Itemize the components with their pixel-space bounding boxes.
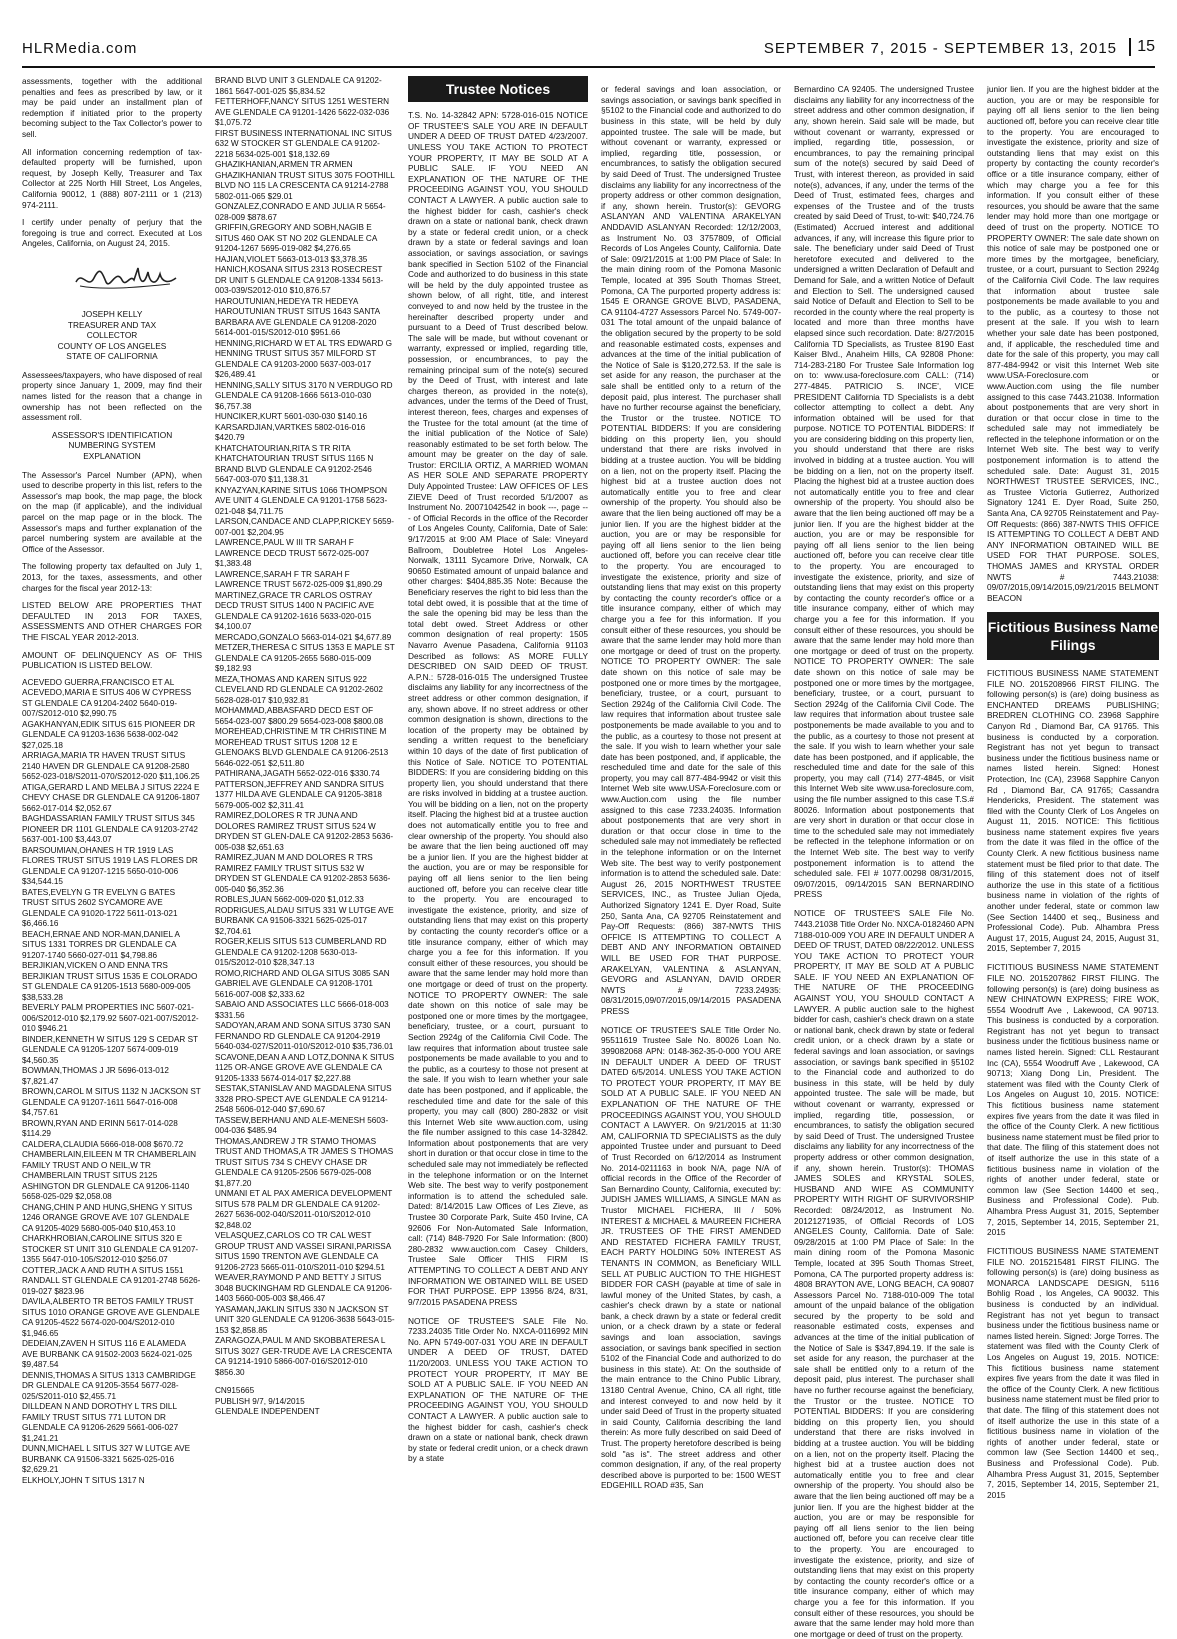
trustee-notice: T.S. No. 14-32842 APN: 5728-016-015 NOTICE OF TRUSTEE'S SALE YOU ARE IN DEFAULT UNDER A DEED OF TRUST DATED 4/23/2007. UNLESS YOU TAKE ACTION TO PROTECT YOUR PROPERTY, IT MAY BE SOLD AT A PUBLIC SALE. IF YOU NEED AN EXPLANATION OF THE NATURE OF THE PROCEEDING AGAINST YOU, YOU SHOULD CONTACT A LAWYER. A public auction sale to the highest bidder for cash, cashier's check drawn on a state or national bank, check drawn by a state or federal credit union, or a check drawn by a state or federal savings and loan association, or savings association, or savings bank specified in Section 5102 of the Financial Code and authorized to do business in this state will be held by the duly appointed trustee as shown below, of all right, title, and interest conveyed to and now held by the trustee in the hereinafter described property under and pursuant to a Deed of Trust described below. The sale will be made, but without covenant or warranty, expressed or implied, regarding title, possession, or encumbrances, to pay the remaining principal sum of the note(s) secured by the Deed of Trust, with interest and late charges thereon, as provided in the note(s), advances, under the terms of the Deed of Trust, interest thereon, fees, charges and expenses of the Trustee for the total amount (at the time of the initial publication of the Notice of Sale) reasonably estimated to be set forth below. The amount may be greater on the day of sale. Trustor: ERCILIA ORTIZ, A MARRIED WOMAN AS HER SOLE AND SEPARATE PROPERTY Duly Appointed Trustee: LAW OFFICES OF LES ZIEVE Deed of Trust recorded 5/1/2007 as Instrument No. 20071042542 in book ---, page --- of Official Records in the office of the Recorder of Los Angeles County, California, Date of Sale: 9/17/2015 at 9:00 AM Place of Sale: Vineyard Ballroom, Doubletree Hotel Los Angeles-Norwalk, 13111 Sycamore Drive, Norwalk, CA 90650 Estimated amount of unpaid balance and other charges: $404,885.35 Note: Because the Beneficiary reserves the right to bid less than the total debt owed, it is possible that at the time of the sale the opening bid may be less than the total debt owed. Street Address or other common designation of real property: 1505 Navarro Avenue Pasadena, California 91103 Described as follows: AS MORE FULLY DESCRIBED ON SAID DEED OF TRUST. A.P.N.: 5728-016-015 The undersigned Trustee disclaims any liability for any incorrectness of the street address or other common designation, if any, shown above. If no street address or other common designation is shown, directions to the location of the property may be obtained by sending a written request to the beneficiary within 10 days of the date of first publication of this Notice of Sale. NOTICE TO POTENTIAL BIDDERS: If you are considering bidding on this property lien, you should understand that there are risks involved in bidding at a trustee auction. You will be bidding on a lien, not on the property itself. Placing the highest bid at a trustee auction does not automatically entitle you to free and clear ownership of the property. You should also be aware that the lien being auctioned off may be a junior lien. If you are the highest bidder at the auction, you are or may be responsible for paying off all liens senior to the lien being auctioned off, before you can receive clear title to the property. You are encouraged to investigate the existence, priority, and size of outstanding liens that may exist on this property by contacting the county recorder's office or a title insurance company, either of which may charge you a fee for this information. If you consult either of these resources, you should be aware that the same lender may hold more than one mortgage or deed of trust on the property. NOTICE TO PROPERTY OWNER: The sale date shown on this notice of sale may be postponed one or more times by the mortgagee, beneficiary, trustee, or a court, pursuant to Section 2924g of the California Civil Code. The law requires that information about trustee sale postponements be made available to you and to the public, as a courtesy to those not present at the sale. If you wish to learn whether your sale date has been postponed, and if applicable, the rescheduled time and date for the sale of this property, you may call (800) 280-2832 or visit this Internet Web site www.auction.com, using the file number assigned to this case 14-32842. Information about postponements that are very short in duration or that occur close in time to the scheduled sale may not immediately be reflected in the telephone information or on the Internet Web site. The best way to verify postponement information is to attend the scheduled sale. Dated: 8/14/2015 Law Offices of Les Zieve, as Trustee 30 Corporate Park, Suite 450 Irvine, CA 92606 For Non-Automated Sale Information, call: (714) 848-7920 For Sale Information: (800) 280-2832 www.auction.com Casey Childers, Trustee Sale Officer THIS FIRM IS ATTEMPTING TO COLLECT A DEBT AND ANY INFORMATION WE OBTAINED WILL BE USED FOR THAT PURPOSE. EPP 13956 8/24, 8/31, 9/7/2015 PASADENA PRESS <box>408 110 588 1307</box>
list-item: UNMANI ET AL PAX AMERICA DEVELOPMENT SITUS 578 PALM DR GLENDALE CA 91202-2627 5636-002-040/S2011-010/S2012-010 $2,848.02 <box>215 1189 393 1230</box>
list-item: GONZALEZ,CONRADO E AND JULIA R 5654-028-009 $878.67 <box>215 202 386 222</box>
list-item: CALDERA,CLAUDIA 5666-018-008 $670.72 <box>22 1139 184 1149</box>
page-header <box>22 36 1155 68</box>
list-item: BATES,EVELYN G TR EVELYN G BATES TRUST SITUS 2602 SYCAMORE AVE GLENDALE CA 91020-1722 5611-013-021 $6,466.16 <box>22 887 178 929</box>
list-item: GRIFFIN,GREGORY AND SOBH,NAGIB E SITUS 460 OAK ST NO 202 GLENDALE CA 91204-1267 5695-019-082 $4,276.65 <box>215 223 377 253</box>
site-name: HLRMedia.com <box>22 40 138 57</box>
list-item: DENNIS,THOMAS A SITUS 1313 CAMBRIDGE DR GLENDALE CA 91205-3554 5677-028-025/S2011-010 $2,455.71 <box>22 1370 196 1401</box>
list-item: CHARKHROBIAN,CAROLINE SITUS 320 E STOCKER ST UNIT 310 GLENDALE CA 91207-1355 5647-010-105/S2012-010 $256.07 <box>22 1234 199 1265</box>
list-item: THOMAS,ANDREW J TR STAMO THOMAS TRUST AND THOMAS,A TR JAMES S THOMAS TRUST SITUS 734 S CHEVY CHASE DR GLENDALE CA 91205-2506 5679-025-008 $1,877.20 <box>215 1136 394 1188</box>
list-item: DUNN,MICHAEL L SITUS 327 W LUTGE AVE BURBANK CA 91506-3321 5625-025-016 $2,629.21 <box>22 1444 191 1475</box>
list-item: KARSARDJIAN,VARTKES 5802-016-016 $420.79 <box>215 422 366 442</box>
list-item: KNYAZYAN,KARINE SITUS 1066 THOMPSON AVE UNIT 4 GLENDALE CA 91201-1758 5623-021-048 $4,711.75 <box>215 485 388 516</box>
list-item: LARSON,CANDACE AND CLAPP,RICKEY 5659-007-001 $2,204.95 <box>215 517 394 537</box>
list-item: BEVERLY PALM PROPERTIES INC 5607-021-006/S2012-010 $2,179.92 5607-021-007/S2012-010 $946.21 <box>22 1003 199 1034</box>
list-item: DEDEIAN,ZAVEN H SITUS 116 E ALAMEDA AVE BURBANK CA 91502-2003 5624-021-025 $9,487.54 <box>22 1339 193 1370</box>
list-item: SADOYAN,ARAM AND SONA SITUS 3730 SAN FERNANDO RD GLENDALE CA 91204-2919 5640-034-027/S2011-010/S2012-010 $35,736.01 <box>215 1021 394 1051</box>
column-5 <box>794 76 974 1639</box>
issue-dates: SEPTEMBER 7, 2015 - SEPTEMBER 13, 2015 <box>763 40 1117 57</box>
list-item: HAJIAN,VIOLET 5663-013-013 $3,378.35 <box>215 254 368 264</box>
list-item: BEACH,ERNAE AND NOR-MAN,DANIEL A SITUS 1331 TORRES DR GLENDALE CA 91207-1740 5660-027-011 $4,798.86 <box>22 929 180 960</box>
list-item: SABAIO AND ASSOCIATES LLC 5666-018-003 $331.56 <box>215 1000 389 1020</box>
column-2 <box>215 76 395 1490</box>
list-item: LAWRENCE,PAUL W III TR SARAH F LAWRENCE DECD TRUST 5672-025-007 $1,383.48 <box>215 538 370 568</box>
page-columns <box>22 76 1160 1639</box>
list-item: ATIGA,GERARD L AND MELBA J SITUS 2224 E CHEVY CHASE DR GLENDALE CA 91206-1807 5662-017-014 $2,052.67 <box>22 782 200 813</box>
trustee-notice: NOTICE OF TRUSTEE'S SALE File No. 7233.24035 Title Order No. NXCA-0116992 MIN No. APN 5749-007-031 YOU ARE IN DEFAULT UNDER A DEED OF TRUST, DATED 11/20/2003. UNLESS YOU TAKE ACTION TO PROTECT YOUR PROPERTY, IT MAY BE SOLD AT A PUBLIC SALE. IF YOU NEED AN EXPLANATION OF THE NATURE OF THE PROCEEDING AGAINST YOU, YOU SHOULD CONTACT A LAWYER. A public auction sale to the highest bidder for cash, cashier's check drawn on a state or national bank, check drawn by state or federal credit union, or a check drawn by a state <box>408 1315 588 1464</box>
column-3 <box>408 76 588 1490</box>
apn-heading <box>22 430 202 462</box>
list-item: FETTERHOFF,NANCY SITUS 1251 WESTERN AVE GLENDALE CA 91201-1426 5622-032-036 $1,075.72 <box>215 97 390 127</box>
list-item: ROMO,RICHARD AND OLGA SITUS 3085 SAN GABRIEL AVE GLENDALE CA 91208-1701 5616-007-008 $2,333.62 <box>215 968 390 999</box>
list-item: BROWN,CAROL M SITUS 1132 N JACKSON ST GLENDALE CA 91207-1611 5647-016-008 $4,757.61 <box>22 1087 201 1118</box>
fictitious-business-heading: Fictitious Business Name Filings <box>987 612 1159 660</box>
paper-name: GLENDALE INDEPENDENT <box>215 1407 320 1416</box>
list-item: TASSEW,BERHANU AND ALE-MENESH 5603-004-036 $485.94 <box>215 1115 389 1135</box>
list-item: HUNCIKER,KURT 5601-030-030 $140.16 <box>215 412 368 421</box>
list-item: PATHIRANA,JAGATH 5652-022-016 $330.74 <box>215 769 380 778</box>
list-item: ARRIAGA,MARIA TR HAVEN TRUST SITUS 2140 HAVEN DR GLENDALE CA 91208-2580 5652-023-018/S2011-070/S2012-020 $11,106.25 <box>22 751 200 782</box>
list-item: FIRST BUSINESS INTERNATIONAL INC SITUS 632 W STOCKER ST GLENDALE CA 91202-2218 5634-025-001 $18,132.69 <box>215 128 392 159</box>
list-item: PATTERSON,JEFFREY AND SANDRA SITUS 1377 HILDA AVE GLENDALE CA 91205-3818 5679-005-002 $2,311.41 <box>215 779 384 810</box>
list-item: ROGER,KELIS SITUS 513 CUMBERLAND RD GLENDALE CA 91202-1208 5630-013-015/S2012-010 $28,347.13 <box>215 937 387 967</box>
list-item: SCAVONE,DEAN A AND LOTZ,DONNA K SITUS 1125 OR-ANGE GROVE AVE GLENDALE CA 91205-1333 5674-014-017 $2,227.88 <box>215 1052 395 1083</box>
column-1 <box>22 76 202 1490</box>
list-item: HANICH,KOSANA SITUS 2313 ROSECREST DR UNIT 5 GLENDALE CA 91208-1334 5613-003-039/S2012-010 $10,876.57 <box>215 265 384 295</box>
page-number: 15 <box>1129 38 1155 56</box>
list-item: DILLDEAN N AND DOROTHY L TRS DILL FAMILY TRUST SITUS 771 LUTON DR GLENDALE CA 91206-2629 5661-006-027 $1,241.21 <box>22 1402 179 1443</box>
list-item: BINDER,KENNETH W SITUS 129 S CEDAR ST GLENDALE CA 91205-1207 5674-009-019 $4,560.35 <box>22 1034 198 1065</box>
signer-state: STATE OF CALIFORNIA <box>66 351 158 362</box>
list-item: SESTAK,STANISLAV AND MAGDALENA SITUS 3328 PRO-SPECT AVE GLENDALE CA 91214-2548 5606-012-040 $7,690.67 <box>215 1084 392 1114</box>
list-item: ELKHOLY,JOHN T SITUS 1317 N <box>22 1475 145 1485</box>
delinquency-paragraph: AMOUNT OF DELINQUENCY AS OF THIS PUBLICATION IS LISTED BELOW. <box>22 649 202 671</box>
redemption-paragraph: assessments, together with the additional penalties and fees as prescribed by law, or it may be paid under an installment plan of redemption if initiated prior to the property becoming subject to the Tax Collector's power to sell. <box>22 76 202 139</box>
list-item: ZARAGOZA,PAUL M AND SKOBBATERESA L SITUS 3027 GER-TRUDE AVE LA CRESCENTA CA 91214-1910 5866-007-016/S2012-010 $856.30 <box>215 1336 392 1377</box>
list-item: BROWN,RYAN AND ERINN 5617-014-028 $114.29 <box>22 1118 178 1139</box>
list-item: LAWRENCE,SARAH F TR SARAH F LAWRENCE TRUST 5672-025-009 $1,890.29 <box>215 569 383 589</box>
signer-county: COUNTY OF LOS ANGELES <box>57 340 167 351</box>
list-item: AGAKHANYAN,EDIK SITUS 615 PIONEER DR GLENDALE CA 91203-1636 5638-002-042 $27,025.18 <box>22 719 196 750</box>
trustee-notices-heading: Trustee Notices <box>408 76 588 102</box>
trustee-notice: junior lien. If you are the highest bidder at the auction, you are or may be responsible for paying off all liens senior to the lien being auctioned off, before you can receive clear title to the property. You are encouraged to investigate the existence, priority and size of outstanding liens that may exist on this property by contacting the county recorder's office or a title insurance company, either of which may charge you a fee for this information. If you consult either of these resources, you should be aware that the same lender may hold more than one mortgage or deed of trust on the property. NOTICE TO PROPERTY OWNER: The sale date shown on this notice of sale may be postponed one or more times by the mortgagee, beneficiary, trustee, or a court, pursuant to Section 2924g of the California Civil Code. The law requires that information about trustee sale postponements be made available to you and to the public, as a courtesy to those not present at the sale. If you wish to learn whether your sale date has been postponed, and, if applicable, the rescheduled time and date for the sale of this property, you may call 877-484-9942 or visit this Internet Web site www.USA-Foreclosure.com or www.Auction.com using the file number assigned to this case 7443.21038. Information about postponements that are very short in duration or that occur close in time to the scheduled sale may not immediately be reflected in the telephone information or on the Internet Web site. The best way to verify postponement information is to attend the scheduled sale. Date: August 31, 2015 NORTHWEST TRUSTEE SERVICES, INC., as Trustee Victoria Gutierrez, Authorized Signatory 1241 E. Dyer Road, Suite 250, Santa Ana, CA 92705 Reinstatement and Pay-Off Requests: (866) 387-NWTS THIS OFFICE IS ATTEMPTING TO COLLECT A DEBT AND ANY INFORMATION OBTAINED WILL BE USED FOR THAT PURPOSE. SOLES, THOMAS JAMES and KRYSTAL ORDER NWTS # 7443.21038: 09/07/2015,09/14/2015,09/21/2015 BELMONT BEACON <box>987 84 1160 603</box>
listed-below-paragraph: LISTED BELOW ARE PROPERTIES THAT DEFAULTED IN 2013 FOR TAXES, ASSESSMENTS AND OTHER CHARGES FOR THE FISCAL YEAR 2012-2013. <box>22 600 202 642</box>
column-6 <box>987 76 1160 1500</box>
list-item: ROBLES,JUAN 5662-009-020 $1,012.33 <box>215 895 364 904</box>
column-4 <box>601 76 781 1490</box>
signer-title: COLLECTOR <box>86 330 138 341</box>
defaulted-paragraph: The following property tax defaulted on July 1, 2013, for the taxes, assessments, and other charges for the fiscal year 2012-13: <box>22 561 202 593</box>
list-item: GHAZIKHANIAN,ARMEN TR ARMEN GHAZIKHANIAN TRUST SITUS 3075 FOOTHILL BLVD NO 115 LA CRESCENTA CA 91214-2788 5802-011-065 $29.01 <box>215 160 395 201</box>
apn-heading-line: EXPLANATION <box>83 451 141 462</box>
signer-name: JOSEPH KELLY <box>81 308 143 319</box>
list-item: RAMIREZ,DOLORES R TR JUNA AND DOLORES RAMIREZ TRUST SITUS 524 W DRYDEN ST GLEN-DALE CA 91202-2853 5636-005-038 $2,651.63 <box>215 811 394 852</box>
certification-paragraph: I certify under penalty of perjury that the foregoing is true and correct. Executed at Los Angeles, California, on August 24, 2015. <box>22 217 202 249</box>
list-item: CHANG,CHIN P AND HUNG,SHENG Y SITUS 1246 ORANGE GROVE AVE 107 GLENDALE CA 91205-4029 5680-005-040 $10,453.10 <box>22 1202 193 1233</box>
list-item: DAVILA,ALBERTO TR BETOS FAMILY TRUST SITUS 1010 ORANGE GROVE AVE GLENDALE CA 91205-4522 5674-020-004/S2012-010 $1,946.65 <box>22 1297 200 1338</box>
list-item: VELASQUEZ,CARLOS CO TR CAL WEST GROUP TRUST AND VASSEI SIRANI,PARISSA SITUS 1590 TRENTON AVE GLENDALE CA 91206-2723 5665-011-010/S2011-010 $294.51 <box>215 1231 391 1272</box>
list-item: MARTINEZ,GRACE TR CARLOS OSTRAY DECD TRUST SITUS 1400 N PACIFIC AVE GLENDALE CA 91202-1616 5633-020-015 $4,100.07 <box>215 590 375 631</box>
publish-dates: PUBLISH 9/7, 9/14/2015 <box>215 1396 305 1406</box>
list-item: WEAVER,RAYMOND P AND BETTY J SITUS 3048 BUCKINGHAM RD GLENDALE CA 91206-1403 5660-005-003 $8,466.47 <box>215 1273 393 1303</box>
list-item: CHAMBERLAIN,EILEEN M TR CHAMBERLAIN FAMILY TRUST AND O NEIL,W TR CHAMBERLAIN TRUST SITUS 2125 ASHINGTON DR GLENDALE CA 91206-1140 5658-025-029 $2,058.08 <box>22 1150 197 1202</box>
assessees-paragraph: Assessees/taxpayers, who have disposed of real property since January 1, 2009, may find their names listed for the reason that a change in ownership has not been reflected on the assessment roll. <box>22 369 202 423</box>
list-item: METZER,THERESA C SITUS 1353 E MAPLE ST GLENDALE CA 91205-2655 5680-015-009 $9,182.93 <box>215 643 395 673</box>
list-item: MEZA,THOMAS AND KAREN SITUS 922 CLEVELAND RD GLENDALE CA 91202-2602 5628-028-017 $10,932.81 <box>215 674 383 705</box>
list-item: BRAND BLVD UNIT 3 GLENDALE CA 91202-1861 5647-001-025 $5,834.52 <box>215 76 382 96</box>
apn-heading-line: ASSESSOR'S IDENTIFICATION <box>51 429 173 440</box>
information-paragraph: All information concerning redemption of tax-defaulted property will be furnished, upon request, by Joseph Kelly, Treasurer and Tax Collector at 225 North Hill Street, Los Angeles, California 90012, 1 (888) 807-2111 or 1 (213) 974-2111. <box>22 146 202 210</box>
trustee-notice: or federal savings and loan association, or savings association, or savings bank specified in §5102 to the Financial code and authorized to do business in this state, will be held by duly appointed trustee. The sale will be made, but without covenant or warranty, expressed or implied, regarding title, possession, or encumbrances, to satisfy the obligation secured by said Deed of Trust. The undersigned Trustee disclaims any liability for any incorrectness of the property address or other common designation, if any, shown herein. Trustor(s): GEVORG ASLANYAN AND VALENTINA ARAKELYAN ANDDAVID ASLANYAN Recorded: 12/12/2003, as Instrument No. 03 3757809, of Official Records of Los Angeles County, California. Date of Sale: 09/21/2015 at 1:00 PM Place of Sale: In the main dining room of the Pomona Masonic Temple, located at 395 South Thomas Street, Pomona, CA The purported property address is: 1545 E ORANGE GROVE BLVD, PASADENA, CA 91104-4727 Assessors Parcel No. 5749-007-031 The total amount of the unpaid balance of the obligation secured by the property to be sold and reasonable estimated costs, expenses and advances at the time of the initial publication of the Notice of Sale is $120,272.53. If the sale is set aside for any reason, the purchaser at the sale shall be entitled only to a return of the deposit paid, plus interest. The purchaser shall have no further recourse against the beneficiary, the Trustor or the trustee. NOTICE TO POTENTIAL BIDDERS: If you are considering bidding on this property lien, you should understand that there are risks involved in bidding at a trustee auction. You will be bidding on a lien, not on the property itself. Placing the highest bid at a trustee auction does not automatically entitle you to free and clear ownership of the property. You should also be aware that the lien being auctioned off may be a junior lien. If you are the highest bidder at the auction, you are or may be responsible for paying off all liens senior to the lien being auctioned off, before you can receive clear title to the property. You are encouraged to investigate the existence, priority and size of outstanding liens that may exist on this property by contacting the county recorder's office or a title insurance company, either of which may charge you a fee for this information. If you consult either of these resources, you should be aware that the same lender may hold more than one mortgage or deed of trust on the property. NOTICE TO PROPERTY OWNER: The sale date shown on this notice of sale may be postponed one or more times by the mortgagee, beneficiary, trustee, or a court, pursuant to Section 2924g of the California Civil Code. The law requires that information about trustee sale postponements be made available to you and to the public, as a courtesy to those not present at the sale. If you wish to learn whether your sale date has been postponed, and, if applicable, the rescheduled time and date for the sale of this property, you may call 877-484-9942 or visit this Internet Web site www.USA-Foreclosure.com or www.Auction.com using the file number assigned to this case 7233.24035. Information about postponements that are very short in duration or that occur close in time to the scheduled sale may not immediately be reflected in the telephone information or on the Internet Web site. The best way to verify postponement information is to attend the scheduled sale. Date: August 26, 2015 NORTHWEST TRUSTEE SERVICES, INC., as Trustee Julian Ojeda, Authorized Signatory 1241 E. Dyer Road, Suite 250, Santa Ana, CA 92705 Reinstatement and Pay-Off Requests: (866) 387-NWTS THIS OFFICE IS ATTEMPTING TO COLLECT A DEBT AND ANY INFORMATION OBTAINED WILL BE USED FOR THAT PURPOSE. ARAKELYAN, VALENTINA & ASLANYAN, GEVORG and ASLANYAN, DAVID ORDER NWTS # 7233.24935: 08/31/2015,09/07/2015,09/14/2015 PASADENA PRESS <box>601 84 781 1016</box>
list-item: HAROUTUNIAN,HEDEYA TR HEDEYA HAROUTUNIAN TRUST SITUS 1643 SANTA BARBARA AVE GLENDALE CA 91208-2020 5614-001-015/S2012-010 $951.66 <box>215 296 380 337</box>
delinquent-list <box>215 76 395 1378</box>
fbn-statement: FICTITIOUS BUSINESS NAME STATEMENT FILE NO. 2015207862 FIRST FILING. The following person(s) is (are) doing business as NEW CHINATOWN EXPRESS; FIRE WOK, 5554 Woodruff Ave , Lakewood, CA 90713. This business is conducted by a corporation. Registrant has not yet begun to transact business under the fictitious business name or names listed herein. Signed: CLL Restaurant Inc (CA), 5554 Woodruff Ave , Lakewood, CA 90713; Xiang Dong Lin, President. The statement was filed with the County Clerk of Los Angeles on August 10, 2015. NOTICE: This fictitious business name statement expires five years from the date it was filed in the office of the County Clerk. A new fictitious business name statement must be filed prior to that date. The filing of this statement does not of itself authorize the use in this state of a fictitious business name in violation of the rights of another under federal, state or common law (See Section 14400 et seq., Business and Professional Code). Pub. Alhambra Press August 31, 2015, September 7, 2015, September 14, 2015, September 21, 2015 <box>987 962 1160 1238</box>
apn-paragraph: The Assessor's Parcel Number (APN), when used to describe property in this list, refers to the Assessor's map book, the map page, the block on the map (if applicable), and the individual parcel on the map page or in the block. The Assessor's maps and further explanation of the parcel numbering system are available at the Office of the Assessor. <box>22 469 202 554</box>
signer-title: TREASURER AND TAX <box>67 319 157 330</box>
list-item: YASAMAN,JAKLIN SITUS 330 N JACKSON ST UNIT 320 GLENDALE CA 91206-3638 5643-015-153 $2,858.85 <box>215 1304 395 1335</box>
list-item: MERCADO,GONZALO 5663-014-021 $4,677.89 <box>215 632 392 642</box>
list-item: BAGHDASSARIAN FAMILY TRUST SITUS 345 PIONEER DR 1101 GLENDALE CA 91203-2742 5637-001-100 $3,443.07 <box>22 814 198 845</box>
trustee-notice: Bernardino CA 92405. The undersigned Trustee disclaims any liability for any incorrectness of the street address and other common designation, if any, shown herein. Said sale will be made, but without covenant or warranty, expressed or implied, regarding title, possession, or encumbrances, to pay the remaining principal sum of the note(s) secured by said Deed of Trust, with interest thereon, as provided in said note(s), advances, if any, under the terms of the Deed of Trust, estimated fees, charges and expenses of the Trustee and of the trusts created by said Deed of Trust, to-wit: $40,724.76 (Estimated) Accrued interest and additional advances, if any, will increase this figure prior to sale. The beneficiary under said Deed of Trust heretofore executed and delivered to the undersigned a written Declaration of Default and Demand for Sale, and a written Notice of Default and Election to Sell. The undersigned caused said Notice of Default and Election to Sell to be recorded in the county where the real property is located and more than three months have elapsed since such recordation. Date: 8/27/2015 California TD Specialists, as Trustee 8190 East Kaiser Blvd., Anaheim Hills, CA 92808 Phone: 714-283-2180 For Trustee Sale Information log on to: www.usa-foreclosure.com CALL: (714) 277-4845. PATRICIO S. INCE', VICE PRESIDENT California TD Specialists is a debt collector attempting to collect a debt. Any information obtained will be used for that purpose. NOTICE TO POTENTIAL BIDDERS: If you are considering bidding on this property lien, you should understand that there are risks involved in bidding at a trustee auction. You will be bidding on a lien, not on the property itself. Placing the highest bid at a trustee auction does not automatically entitle you to free and clear ownership of the property. You should also be aware that the lien being auctioned off may be a junior lien. If you are the highest bidder at the auction, you are or may be responsible for paying off all liens senior to the lien being auctioned off, before you can receive clear title to the property. You are encouraged to investigate the existence, priority, and size of outstanding liens that may exist on this property by contacting the county recorder's office or a title insurance company, either of which may charge you a fee for this information. If you consult either of these resources, you should be aware that the same lender may hold more than one mortgage or deed of trust on the property. NOTICE TO PROPERTY OWNER: The sale date shown on this notice of sale may be postponed one or more times by the mortgagee, beneficiary, trustee, or a court, pursuant to Section 2924g of the California Civil Code. The law requires that information about trustee sale postponements be made available to you and to the public, as a courtesy to those not present at the sale. If you wish to learn whether your sale date has been postponed, and if applicable, the rescheduled time and date for the sale of this property, you may call (714) 277-4845, or visit this Internet Web site www.usa-foreclosure.com, using the file number assigned to this case T.S.# 80026. Information about postponements that are very short in duration or that occur close in time to the scheduled sale may not immediately be reflected in the telephone information or on the Internet Web site. The best way to verify postponement information is to attend the scheduled sale. FEI # 1077.00298 08/31/2015, 09/07/2015, 09/14/2015 SAN BERNARDINO PRESS <box>794 84 974 900</box>
signature-image <box>72 260 182 298</box>
list-item: RAMIREZ,JUAN M AND DOLORES R TRS RAMIREZ FAMILY TRUST SITUS 532 W DRYDEN ST GLENDALE CA 91202-2853 5636-005-040 $6,352.36 <box>215 853 391 894</box>
fbn-statement: FICTITIOUS BUSINESS NAME STATEMENT FILE NO. 2015215481 FIRST FILING. The following person(s) is (are) doing business as MONARCA LANDSCAPE DESIGN, 5116 Bohlig Road , los Angeles, CA 90032. This business is conducted by an individual. Registrant has not yet begun to transact business under the fictitious business name or names listed herein. Signed: Jorge Torres. The statement was filed with the County Clerk of Los Angeles on August 19, 2015. NOTICE: This fictitious business name statement expires five years from the date it was filed in the office of the County Clerk. A new fictitious business name statement must be filed prior to that date. The filing of this statement does not of itself authorize the use in this state of a fictitious business name in violation of the rights of another under federal, state or common law (See Section 14400 et seq., Business and Professional Code). Pub. Alhambra Press August 31, 2015, September 7, 2015, September 14, 2015, September 21, 2015 <box>987 1246 1160 1500</box>
list-item: ACEVEDO GUERRA,FRANCISCO ET AL ACEVEDO,MARIA E SITUS 406 W CYPRESS ST GLENDALE CA 91204-2402 5640-019-007/S2012-010 $2,990.75 <box>22 677 192 719</box>
trustee-notice: NOTICE OF TRUSTEE'S SALE Title Order No. 95511619 Trustee Sale No. 80026 Loan No. 399082068 APN: 0148-362-35-0-000 YOU ARE IN DEFAULT UNDER A DEED OF TRUST DATED 6/5/2014. UNLESS YOU TAKE ACTION TO PROTECT YOUR PROPERTY, IT MAY BE SOLD AT A PUBLIC SALE. IF YOU NEED AN EXPLANATION OF THE NATURE OF THE PROCEEDINGS AGAINST YOU, YOU SHOULD CONTACT A LAWYER. On 9/21/2015 at 11:30 AM, CALIFORNIA TD SPECIALISTS as the duly appointed Trustee under and pursuant to Deed of Trust Recorded on 6/12/2014 as Instrument No. 2014-0211163 in book N/A, page N/A of official records in the Office of the Recorder of San Bernardino County, California, executed by: JUDISH JAMES WILLIAMS, A SINGLE MAN as Trustor MICHAEL FICHERA, III / 50% INTEREST & MICHAEL & MAUREEN FICHERA JR. TRUSTEES OF THE FIRST AMENDED AND RESTATED FICHERA FAMILY TRUST, EACH PARTY HOLDING 50% INTEREST AS TENANTS IN COMMON, as Beneficiary WILL SELL AT PUBLIC AUCTION TO THE HIGHEST BIDDER FOR CASH (payable at time of sale in lawful money of the United States, by cash, a cashier's check drawn by a state or national bank, a check drawn by a state or federal credit union, or a check drawn by a state or federal savings and loan association, savings association, or savings bank specified in section 5102 of the Financial Code and authorized to do business in this state). At: On the southside of the main entrance to the Chino Public Library, 13180 Central Avenue, Chino, CA all right, title and interest conveyed to and now held by it under said Deed of Trust in the property situated in said County, California describing the land therein: As more fully described on said Deed of Trust. The property heretofore described is being sold "as is". The street address and other common designation, if any, of the real property described above is purported to be: 1500 WEST EDGEHILL ROAD #35, San <box>601 1024 781 1491</box>
publication-info <box>215 1386 395 1418</box>
delinquent-list <box>22 678 202 1487</box>
list-item: COTTER,JACK A AND RUTH A SITUS 1551 RANDALL ST GLENDALE CA 91201-2748 5626-019-027 $823.96 <box>22 1265 201 1296</box>
list-item: BOWMAN,THOMAS J JR 5696-013-012 $7,821.47 <box>22 1066 169 1086</box>
trustee-notice: NOTICE OF TRUSTEE'S SALE File No. 7443.21038 Title Order No. NXCA-0182460 APN 7188-010-009 YOU ARE IN DEFAULT UNDER A DEED OF TRUST, DATED 08/22/2012. UNLESS YOU TAKE ACTION TO PROTECT YOUR PROPERTY, IT MAY BE SOLD AT A PUBLIC SALE. IF YOU NEED AN EXPLANATION OF THE NATURE OF THE PROCEEDING AGAINST YOU, YOU SHOULD CONTACT A LAWYER. A public auction sale to the highest bidder for cash, cashier's check drawn on a state or national bank, check drawn by state or federal credit union, or a check drawn by a state or federal savings and loan association, or savings association, or savings bank specified in §5102 to the Financial code and authorized to do business in this state, will be held by duly appointed trustee. The sale will be made, but without covenant or warranty, expressed or implied, regarding title, possession, or encumbrances, to satisfy the obligation secured by said Deed of Trust. The undersigned Trustee disclaims any liability for any incorrectness of the property address or other common designation, if any, shown herein. Trustor(s): THOMAS JAMES SOLES and KRYSTAL SOLES, HUSBAND AND WIFE AS COMMUNITY PROPERTY WITH RIGHT OF SURVIVORSHIP Recorded: 08/24/2012, as Instrument No. 20121271935, of Official Records of LOS ANGELES County, California. Date of Sale: 09/28/2015 at 1:00 PM Place of Sale: In the main dining room of the Pomona Masonic Temple, located at 395 South Thomas Street, Pomona, CA The purported property address is: 4808 BRAYTON AVE, LONG BEACH, CA 90807 Assessors Parcel No. 7188-010-009 The total amount of the unpaid balance of the obligation secured by the property to be sold and reasonable estimated costs, expenses and advances at the time of the initial publication of the Notice of Sale is $347,894.19. If the sale is set aside for any reason, the purchaser at the sale shall be entitled only to a return of the deposit paid, plus interest. The purchaser shall have no further recourse against the beneficiary, the Trustor or the trustee. NOTICE TO POTENTIAL BIDDERS: If you are considering bidding on this property lien, you should understand that there are risks involved in bidding at a trustee auction. You will be bidding on a lien, not on the property itself. Placing the highest bid at a trustee auction does not automatically entitle you to free and clear ownership of the property. You should also be aware that the lien being auctioned off may be a junior lien. If you are the highest bidder at the auction, you are or may be responsible for paying off all liens senior to the lien being auctioned off, before you can receive clear title to the property. You are encouraged to investigate the existence, priority, and size of outstanding liens that may exist on this property by contacting the county recorder's office or a title insurance company, either of which may charge you a fee for this information. If you consult either of these resources, you should be aware that the same lender may hold more than one mortgage or deed of trust on the property. <box>794 908 974 1639</box>
list-item: MOHAMMAD,ABBASFARD DECD EST OF 5654-023-007 $800.29 5654-023-008 $800.08 <box>215 706 383 726</box>
list-item: HENNING,RICHARD W ET AL TRS EDWARD G HENNING TRUST SITUS 357 MILFORD ST GLENDALE CA 91203-2000 5637-003-017 $26,489.41 <box>215 338 392 379</box>
cn-number: CN915665 <box>215 1386 255 1395</box>
apn-heading-line: NUMBERING SYSTEM <box>68 440 156 451</box>
list-item: KHATCHATOURIAN,RITA S TR RITA KHATCHATOURIAN TRUST SITUS 1165 N BRAND BLVD GLENDALE CA 91202-2546 5647-003-070 $11,138.31 <box>215 443 374 484</box>
list-item: BARSOUMIAN,OHANES H TR 1919 LAS FLORES TRUST SITUS 1919 LAS FLORES DR GLENDALE CA 91207-1215 5650-010-006 $34,544.15 <box>22 845 198 887</box>
fbn-statement: FICTITIOUS BUSINESS NAME STATEMENT FILE NO. 2015208966 FIRST FILING. The following person(s) is (are) doing business as ENCHANTED DREAMS PUBLISHING; BREDREN CLOTHING CO. 23968 Sapphire Canyon Rd , Diamond Bar, CA 91765. This business is conducted by a corporation. Registrant has not yet begun to transact business under the fictitious business name or names listed herein. Signed: Honest Protection, Inc (CA), 23968 Sapphire Canyon Rd , Diamond Bar, CA 91765; Cassandra Hendericks, President. The statement was filed with the County Clerk of Los Angeles on August 11, 2015. NOTICE: This fictitious business name statement expires five years from the date it was filed in the office of the County Clerk. A new fictitious business name statement must be filed prior to that date. The filing of this statement does not of itself authorize the use in this state of a fictitious business name in violation of the rights of another under federal, state or common law (See Section 14400 et seq., Business and Professional Code). Pub. Alhambra Press August 17, 2015, August 24, 2015, August 31, 2015, September 7, 2015 <box>987 667 1159 954</box>
signature-block <box>22 309 202 362</box>
list-item: RODRIGUES,ALDAU SITUS 331 W LUTGE AVE BURBANK CA 91506-3321 5625-025-017 $2,704.61 <box>215 905 394 936</box>
list-item: BERJIKIAN,VICKEN O AND ENNA TRS BERJIKIAN TRUST SITUS 1535 E COLORADO ST GLENDALE CA 91205-1513 5680-009-005 $38,533.28 <box>22 961 198 1002</box>
list-item: HENNING,SALLY SITUS 3170 N VERDUGO RD GLENDALE CA 91208-1666 5613-010-030 $6,757.38 <box>215 380 393 411</box>
list-item: MOREHEAD,CHRISTINE M TR CHRISTINE M MOREHEAD TRUST SITUS 1208 12 E GLENOAKS BLVD GLENDALE CA 91206-2513 5646-022-051 $2,511.80 <box>215 727 389 768</box>
